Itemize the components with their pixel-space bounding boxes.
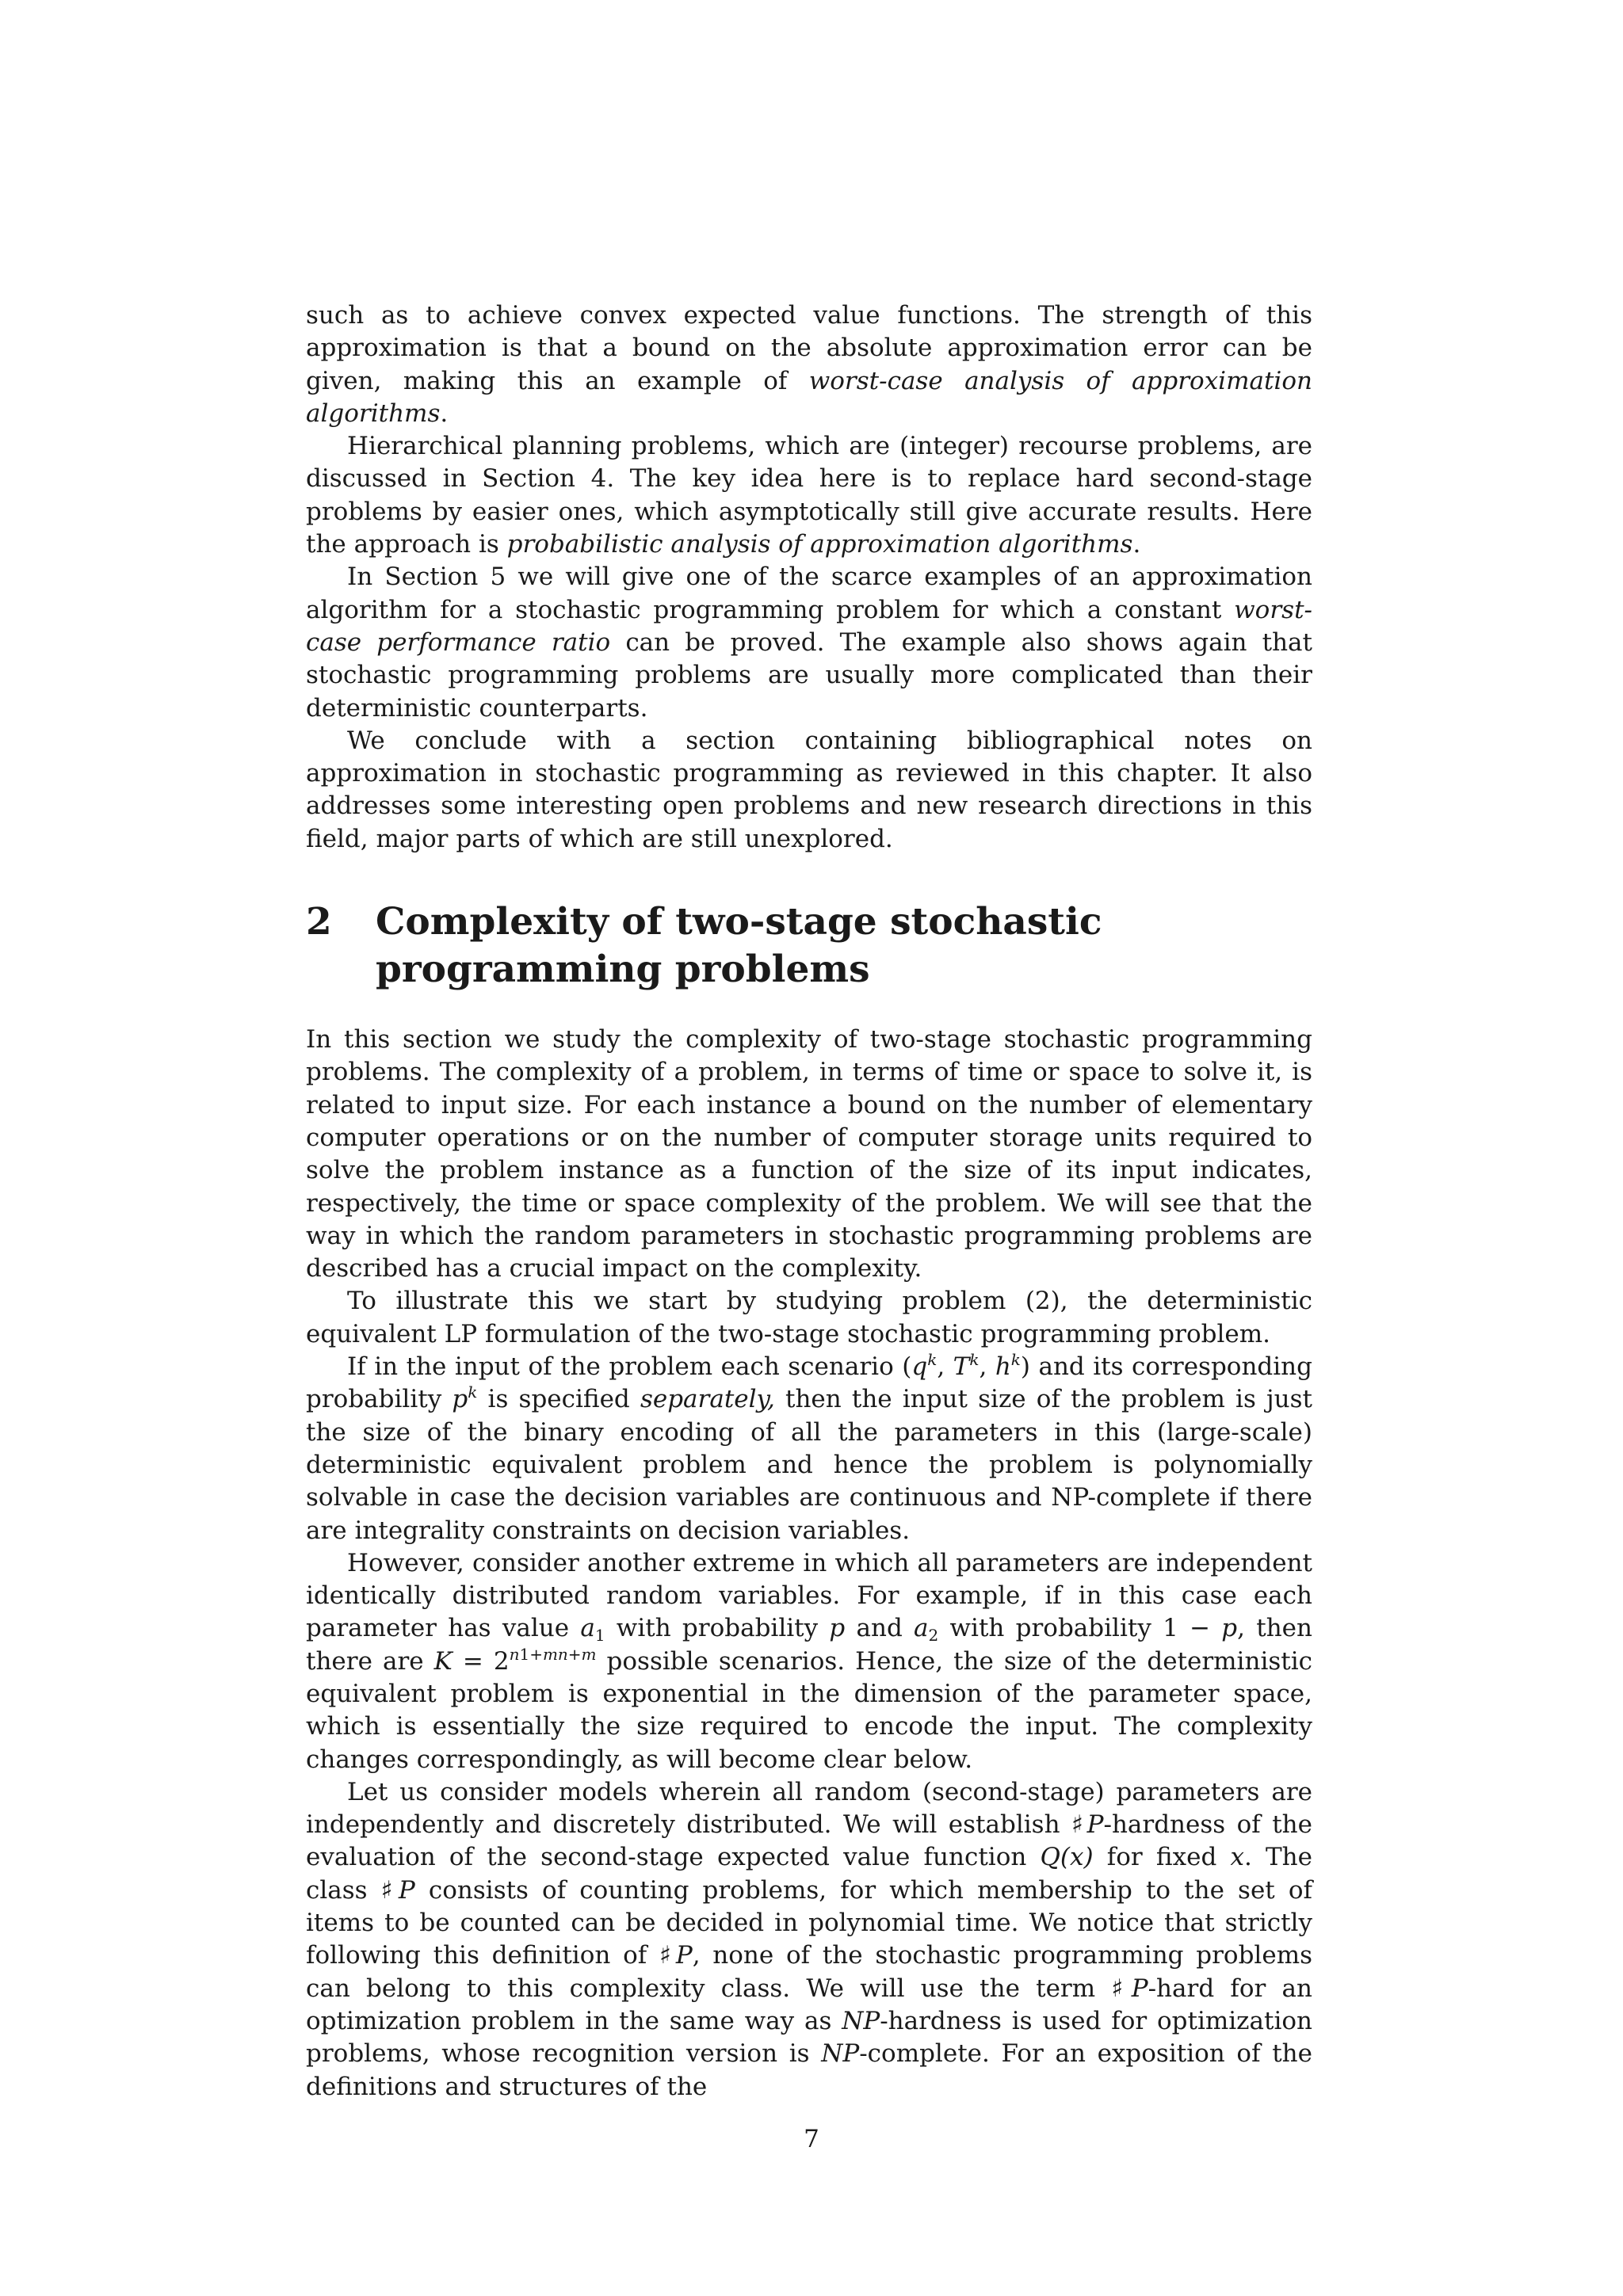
body-paragraph-1: In this section we study the complexity of two-stage stochastic programming problems. The complexity of a problem, in terms of time or space to solve it, is related to input size. For each instance a bound on the number of elementary computer operations or on the number of computer storage units required to solve the problem instance as a function of the size of its input indicates, respectively, the time or space complexity of the problem. We will see that the way in which the random parameters in stochastic programming problems are described has a crucial impact on the complexity.: [306, 1025, 1312, 1283]
body-paragraph-4: However, consider another extreme in which all parameters are independent identically distributed random variables. For example, if in this case each parameter has value $a_1$ with probability p and $a_2$ with probability 1 − p, then there are $K = 2^{n1+mn+m}$ possible scenarios. Hence, the size of the deterministic equivalent problem is exponential in the dimension of the parameter space, which is essentially the size required to encode the input. The complexity changes correspondingly, as will become clear below.: [306, 1548, 1312, 1774]
scenario-tuple: $q^k$, $T^k$, $h^k$: [911, 1350, 1021, 1382]
intro-paragraph-1: such as to achieve convex expected value functions. The strength of this approximation is that a bound on the absolute approximation error can be given, making this an example of worst-case analysis of approximation algorithms.: [306, 301, 1312, 428]
body-paragraph-5: Let us consider models wherein all random (second-stage) parameters are independently and discretely distributed. We will establish ♯P-hardness of the evaluation of the second-stage expected value function Q(x) for fixed x. The class ♯P consists of counting problems, for which membership to the set of items to be counted can be decided in polynomial time. We notice that strictly following this definition of ♯P, none of the stochastic programming problems can belong to this complexity class. We will use the term ♯P-hard for an optimization problem in the same way as NP-hardness is used for optimization problems, whose recognition version is NP-complete. For an exposition of the definitions and structures of the: [306, 1777, 1312, 2101]
section-number: 2: [306, 900, 332, 944]
body-paragraph-3: If in the input of the problem each scenario ($q^k$, $T^k$, $h^k$) and its corresponding probability $p^k$ is specified separately, then the input size of the problem is just the size of the binary encoding of all the parameters in this (large-scale) deterministic equivalent problem and hence the problem is polynomially solvable in case the decision variables are continuous and NP-complete if there are integrality constraints on decision variables.: [306, 1350, 1312, 1545]
scenario-count-formula: $K = 2^{n1+mn+m}$: [433, 1644, 597, 1676]
intro-paragraph-2: Hierarchical planning problems, which are (integer) recourse problems, are discussed in Section 4. The key idea here is to replace hard second-stage problems by easier ones, which asymptotically still give accurate results. Here the approach is probabilistic analysis of approximation algorithms.: [306, 432, 1312, 559]
intro-paragraph-3: In Section 5 we will give one of the scarce examples of an approximation algorithm for a stochastic programming problem for which a constant worst-case performance ratio can be proved. The example also shows again that stochastic programming problems are usually more complicated than their deterministic counterparts.: [306, 563, 1312, 723]
body-paragraph-2: To illustrate this we start by studying problem (2), the deterministic equivalent LP formulation of the two-stage stochastic programming problem.: [306, 1287, 1312, 1348]
intro-paragraph-4: We conclude with a section containing bibliographical notes on approximation in stochastic programming as reviewed in this chapter. It also addresses some interesting open problems and new research directions in this field, major parts of which are still unexplored.: [306, 726, 1312, 853]
text-column: [306, 299, 1312, 2103]
section-title: Complexity of two-stage stochastic programming problems: [376, 900, 1102, 992]
section-heading: [306, 898, 1312, 994]
page-number: 7: [804, 2125, 819, 2153]
